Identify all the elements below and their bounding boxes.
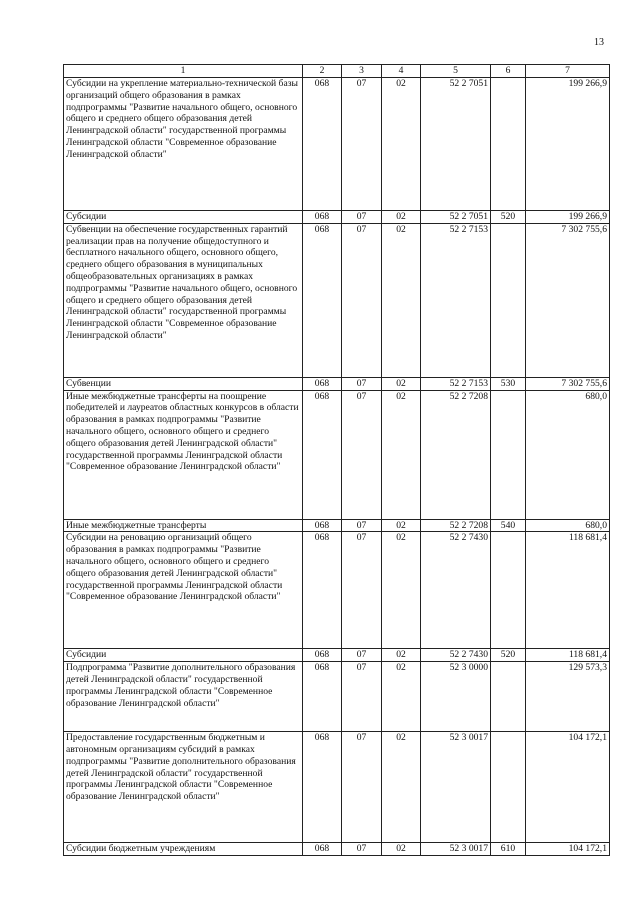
expense-type-code (491, 532, 526, 649)
subsection-code: 02 (382, 223, 421, 377)
table-row (64, 732, 610, 843)
expense-type-code (491, 223, 526, 377)
row-name: Субвенции на обеспечение государственных гарантий реализации прав на получение общедоступного и бесплатного начального общего, основного общего, среднего общего образования в муниципальных общеобразовательных организациях в рамках подпрограммы "Развитие начального общего, основного общего и среднего общего образования детей Ленинградской области" государственной программы Ленинградской области "Современное образование Ленинградской области" (64, 223, 303, 377)
table-row (64, 78, 610, 211)
ministry-code: 068 (303, 649, 342, 662)
section-code: 07 (342, 532, 382, 649)
header-row (64, 65, 610, 78)
amount: 199 266,9 (526, 211, 610, 224)
table-row (64, 211, 610, 224)
expense-type-code (491, 390, 526, 519)
table-row (64, 649, 610, 662)
ministry-code: 068 (303, 211, 342, 224)
amount: 104 172,1 (526, 732, 610, 843)
amount: 129 573,3 (526, 662, 610, 732)
section-code: 07 (342, 662, 382, 732)
subsection-code: 02 (382, 211, 421, 224)
row-name: Иные межбюджетные трансферты на поощрение победителей и лауреатов областных конкурсов в области образования в рамках подпрограммы "Развитие начального общего, основного общего и среднего общего образования детей Ленинградской области" государственной программы Ленинградской области "Современное образование Ленинградской области" (64, 390, 303, 519)
ministry-code: 068 (303, 662, 342, 732)
amount: 7 302 755,6 (526, 223, 610, 377)
expense-type-code: 520 (491, 649, 526, 662)
row-name: Подпрограмма "Развитие дополнительного образования детей Ленинградской области" государственной программы Ленинградской области "Современное образование Ленинградской области" (64, 662, 303, 732)
column-header: 1 (64, 65, 303, 78)
subsection-code: 02 (382, 732, 421, 843)
target-article-code: 52 2 7153 (421, 223, 491, 377)
ministry-code: 068 (303, 532, 342, 649)
table-row (64, 377, 610, 390)
section-code: 07 (342, 211, 382, 224)
expense-type-code: 610 (491, 843, 526, 856)
amount: 199 266,9 (526, 78, 610, 211)
row-name: Субвенции (64, 377, 303, 390)
column-header: 7 (526, 65, 610, 78)
row-name: Субсидии бюджетным учреждениям (64, 843, 303, 856)
section-code: 07 (342, 649, 382, 662)
section-code: 07 (342, 223, 382, 377)
ministry-code: 068 (303, 732, 342, 843)
row-name: Субсидии на реновацию организаций общего образования в рамках подпрограммы "Развитие начального общего, основного общего и среднего общего образования детей Ленинградской области" государственной программы Ленинградской области "Современное образование Ленинградской области" (64, 532, 303, 649)
subsection-code: 02 (382, 532, 421, 649)
amount: 104 172,1 (526, 843, 610, 856)
column-header: 6 (491, 65, 526, 78)
amount: 680,0 (526, 519, 610, 532)
section-code: 07 (342, 377, 382, 390)
target-article-code: 52 2 7208 (421, 390, 491, 519)
expense-type-code (491, 662, 526, 732)
section-code: 07 (342, 519, 382, 532)
amount: 118 681,4 (526, 532, 610, 649)
target-article-code: 52 2 7430 (421, 649, 491, 662)
column-header: 5 (421, 65, 491, 78)
ministry-code: 068 (303, 519, 342, 532)
row-name: Предоставление государственным бюджетным и автономным организациям субсидий в рамках подпрограммы "Развитие дополнительного образования детей Ленинградской области" государственной программы Ленинградской области "Современное образование Ленинградской области" (64, 732, 303, 843)
target-article-code: 52 3 0000 (421, 662, 491, 732)
row-name: Субсидии (64, 649, 303, 662)
budget-table (63, 64, 610, 856)
table-row (64, 843, 610, 856)
subsection-code: 02 (382, 377, 421, 390)
amount: 7 302 755,6 (526, 377, 610, 390)
subsection-code: 02 (382, 519, 421, 532)
subsection-code: 02 (382, 390, 421, 519)
ministry-code: 068 (303, 377, 342, 390)
expense-type-code: 530 (491, 377, 526, 390)
target-article-code: 52 2 7430 (421, 532, 491, 649)
subsection-code: 02 (382, 649, 421, 662)
section-code: 07 (342, 843, 382, 856)
table-row (64, 532, 610, 649)
target-article-code: 52 3 0017 (421, 732, 491, 843)
row-name: Субсидии на укрепление материально-технической базы организаций общего образования в рамках подпрограммы "Развитие начального общего, основного общего и среднего общего образования детей Ленинградской области" государственной программы Ленинградской области "Современное образование Ленинградской области" (64, 78, 303, 211)
expense-type-code: 540 (491, 519, 526, 532)
subsection-code: 02 (382, 843, 421, 856)
target-article-code: 52 2 7153 (421, 377, 491, 390)
table-row (64, 662, 610, 732)
expense-type-code: 520 (491, 211, 526, 224)
subsection-code: 02 (382, 78, 421, 211)
subsection-code: 02 (382, 662, 421, 732)
target-article-code: 52 2 7051 (421, 78, 491, 211)
table-row (64, 519, 610, 532)
section-code: 07 (342, 78, 382, 211)
row-name: Субсидии (64, 211, 303, 224)
table-row (64, 390, 610, 519)
section-code: 07 (342, 732, 382, 843)
expense-type-code (491, 732, 526, 843)
row-name: Иные межбюджетные трансферты (64, 519, 303, 532)
column-header: 3 (342, 65, 382, 78)
target-article-code: 52 2 7051 (421, 211, 491, 224)
ministry-code: 068 (303, 390, 342, 519)
target-article-code: 52 3 0017 (421, 843, 491, 856)
target-article-code: 52 2 7208 (421, 519, 491, 532)
amount: 680,0 (526, 390, 610, 519)
section-code: 07 (342, 390, 382, 519)
amount: 118 681,4 (526, 649, 610, 662)
column-header: 2 (303, 65, 342, 78)
ministry-code: 068 (303, 78, 342, 211)
expense-type-code (491, 78, 526, 211)
page-number: 13 (594, 37, 604, 48)
ministry-code: 068 (303, 843, 342, 856)
column-header: 4 (382, 65, 421, 78)
ministry-code: 068 (303, 223, 342, 377)
table-row (64, 223, 610, 377)
